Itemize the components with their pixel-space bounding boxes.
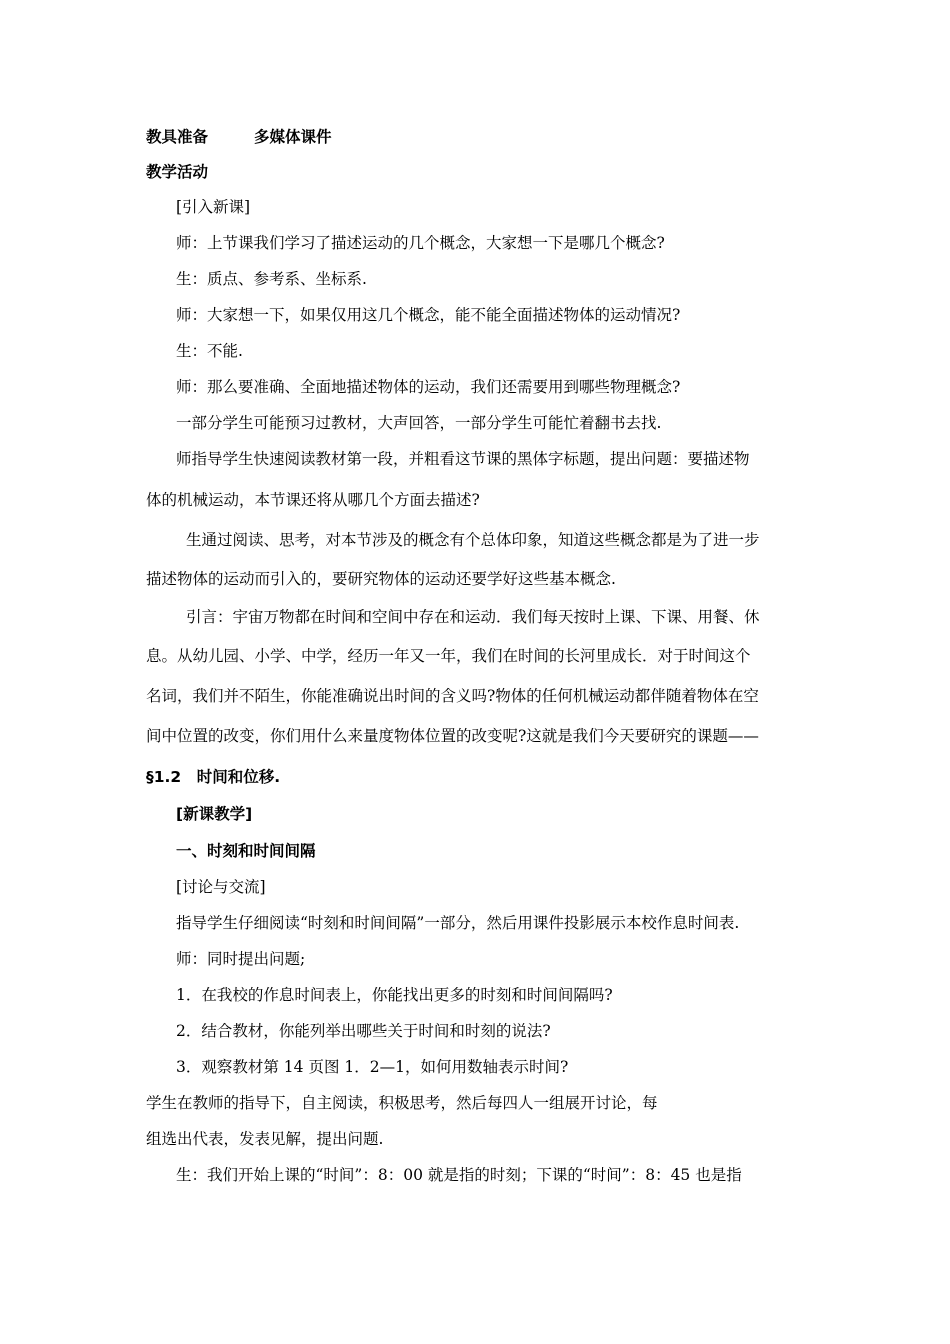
- paragraph: 生：质点、参考系、坐标系.: [176, 270, 367, 288]
- paragraph: 息。从幼儿园、小学、中学，经历一年又一年，我们在时间的长河里成长．对于时间这个: [146, 647, 751, 665]
- paragraph: 师：那么要准确、全面地描述物体的运动，我们还需要用到哪些物理概念?: [176, 378, 681, 396]
- paragraph: 体的机械运动，本节课还将从哪几个方面去描述?: [146, 491, 480, 509]
- tools-value: 多媒体课件: [254, 128, 332, 146]
- question-item: 3．观察教材第 14 页图 1．2—1，如何用数轴表示时间?: [176, 1058, 569, 1076]
- paragraph: 师：大家想一下，如果仅用这几个概念，能不能全面描述物体的运动情况?: [176, 306, 681, 324]
- part-heading: 一、时刻和时间间隔: [176, 842, 316, 860]
- paragraph: 生通过阅读、思考，对本节涉及的概念有个总体印象，知道这些概念都是为了进一步: [186, 531, 760, 549]
- question-item: 2．结合教材，你能列举出哪些关于时间和时刻的说法?: [176, 1022, 551, 1040]
- paragraph: 生：我们开始上课的“时间”：8：00 就是指的时刻；下课的“时间”：8：45 也是指: [176, 1166, 742, 1184]
- intro-tag: [引入新课]: [176, 198, 251, 216]
- paragraph: 描述物体的运动而引入的，要研究物体的运动还要学好这些基本概念.: [146, 570, 616, 588]
- paragraph: 间中位置的改变，你们用什么来量度物体位置的改变呢?这就是我们今天要研究的课题——: [146, 727, 759, 745]
- paragraph: 指导学生仔细阅读“时刻和时间间隔”一部分，然后用课件投影展示本校作息时间表.: [176, 914, 740, 932]
- question-item: 1．在我校的作息时间表上，你能找出更多的时刻和时间间隔吗?: [176, 986, 613, 1004]
- new-lesson-tag: [新课教学]: [176, 805, 253, 823]
- paragraph: 生：不能.: [176, 342, 243, 360]
- paragraph: 师：上节课我们学习了描述运动的几个概念，大家想一下是哪几个概念?: [176, 234, 665, 252]
- paragraph: 师指导学生快速阅读教材第一段，并粗看这节课的黑体字标题，提出问题：要描述物: [176, 450, 750, 468]
- discuss-tag: [讨论与交流]: [176, 878, 266, 896]
- paragraph: 引言：宇宙万物都在时间和空间中存在和运动．我们每天按时上课、下课、用餐、休: [186, 608, 760, 626]
- paragraph: 师：同时提出问题;: [176, 950, 306, 968]
- paragraph: 一部分学生可能预习过教材，大声回答，一部分学生可能忙着翻书去找.: [176, 414, 662, 432]
- activity-heading: 教学活动: [146, 163, 209, 181]
- paragraph: 组选出代表，发表见解，提出问题.: [146, 1130, 384, 1148]
- paragraph: 学生在教师的指导下，自主阅读，积极思考，然后每四人一组展开讨论，每: [146, 1094, 658, 1112]
- paragraph: 名词，我们并不陌生，你能准确说出时间的含义吗?物体的任何机械运动都伴随着物体在空: [146, 687, 759, 705]
- tools-label: 教具准备: [146, 128, 209, 146]
- section-title: §1.2 时间和位移.: [146, 768, 281, 786]
